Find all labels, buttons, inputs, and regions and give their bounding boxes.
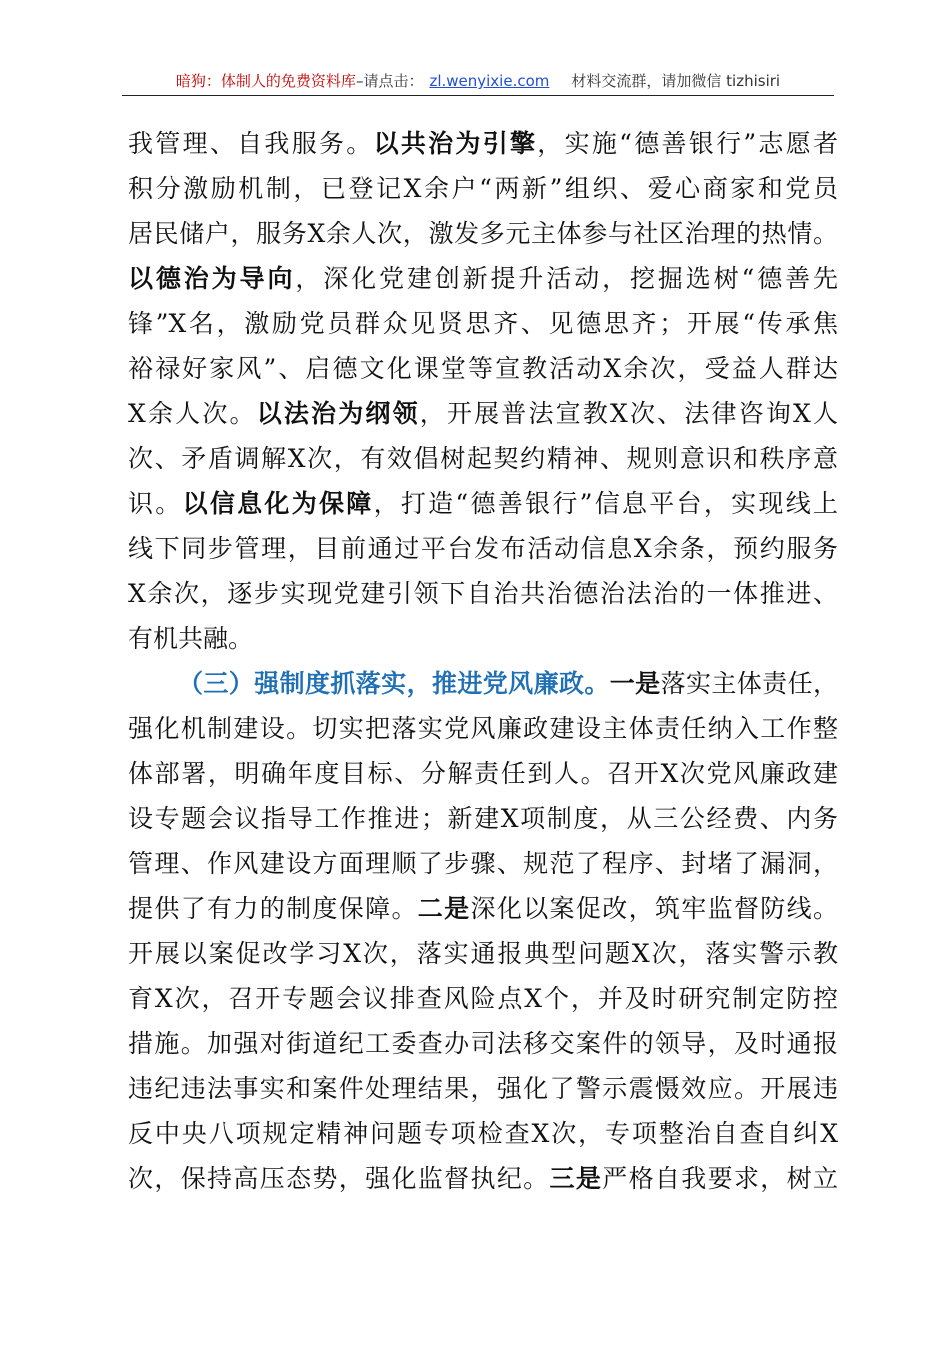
- body-line: [128, 841, 838, 886]
- body-text: 深化以案促改，筑牢监督防线。: [470, 894, 838, 923]
- body-line: [128, 616, 838, 661]
- body-line: [128, 796, 838, 841]
- body-text: 有机共融。: [128, 624, 254, 653]
- page-header: [122, 70, 834, 94]
- body-text: 积分激励机制，已登记X余户“两新”组织、爱心商家和党员: [128, 174, 838, 203]
- body-line: [128, 1021, 838, 1066]
- body-line: [128, 166, 838, 211]
- section-heading: （三）强制度抓落实，推进党风廉政。: [178, 669, 610, 698]
- body-text: 开展以案促改学习X次，落实通报典型问题X次，落实警示教: [128, 939, 838, 968]
- body-text: 我管理、自我服务。: [128, 129, 374, 158]
- bold-phrase: 二是: [417, 894, 471, 923]
- bold-phrase: 以法治为纲领: [256, 399, 420, 428]
- body-line: [128, 751, 838, 796]
- body-text: 措施。加强对街道纪工委查办司法移交案件的领导，及时通报: [128, 1029, 838, 1058]
- bold-phrase: 一是: [609, 669, 661, 698]
- body-text: ，打造“德善银行”信息平台，实现线上: [373, 489, 838, 518]
- body-line: [128, 346, 838, 391]
- body-text: ，深化党建创新提升活动，挖掘选树“德善先: [295, 264, 838, 293]
- body-line: [128, 1156, 838, 1201]
- body-text: 居民储户，服务X余人次，激发多元主体参与社区治理的热情。: [128, 219, 838, 248]
- body-line: [128, 571, 838, 616]
- bold-phrase: 以共治为引擎: [373, 129, 538, 158]
- body-text: 强化机制建设。切实把落实党风廉政建设主体责任纳入工作整: [128, 714, 838, 743]
- body-text: 违纪违法事实和案件处理结果，强化了警示震慑效应。开展违: [128, 1074, 838, 1103]
- body-line: [128, 256, 838, 301]
- header-divider: [122, 95, 834, 96]
- bold-phrase: 以信息化为保障: [182, 489, 374, 518]
- header-site-name: 暗狗：体制人的免费资料库: [175, 72, 356, 90]
- body-text: 提供了有力的制度保障。: [128, 894, 418, 923]
- body-text: X余次，逐步实现党建引领下自治共治德治法治的一体推进、: [128, 579, 838, 608]
- body-line: [128, 1111, 838, 1156]
- body-text: 反中央八项规定精神问题专项检查X次，专项整治自查自纠X: [128, 1119, 838, 1148]
- body-text: 线下同步管理，目前通过平台发布活动信息X余条，预约服务: [128, 534, 838, 563]
- bold-phrase: 以德治为导向: [128, 264, 296, 293]
- body-line: [128, 301, 838, 346]
- header-wechat-note: 材料交流群，请加微信 tizhisiri: [571, 72, 781, 90]
- body-text: ，开展普法宣教X次、法律咨询X人: [419, 399, 838, 428]
- body-line: [128, 121, 838, 166]
- body-text: 设专题会议指导工作推进；新建X项制度，从三公经费、内务: [128, 804, 838, 833]
- body-text: 次、矛盾调解X次，有效倡树起契约精神、规则意识和秩序意: [128, 444, 838, 473]
- body-line: [128, 886, 838, 931]
- document-body: [128, 121, 838, 1201]
- header-click-prompt: –请点击：: [355, 72, 424, 90]
- body-line: [128, 706, 838, 751]
- body-text: 锋”X名，激励党员群众见贤思齐、见德思齐；开展“传承焦: [128, 309, 838, 338]
- body-line: [128, 1066, 838, 1111]
- bold-phrase: 三是: [549, 1164, 603, 1193]
- body-line: [128, 661, 838, 706]
- body-text: 次，保持高压态势，强化监督执纪。: [128, 1164, 550, 1193]
- body-line: [128, 526, 838, 571]
- body-line: [128, 436, 838, 481]
- body-text: 严格自我要求，树立: [602, 1164, 838, 1193]
- body-text: 识。: [128, 489, 183, 518]
- body-line: [128, 211, 838, 256]
- body-text: 体部署，明确年度目标、分解责任到人。召开X次党风廉政建: [128, 759, 838, 788]
- body-text: ，实施“德善银行”志愿者: [537, 129, 838, 158]
- body-text: 管理、作风建设方面理顺了步骤、规范了程序、封堵了漏洞，: [128, 849, 838, 878]
- body-text: 育X次，召开专题会议排查风险点X个，并及时研究制定防控: [128, 984, 838, 1013]
- header-link[interactable]: zl.wenyixie.com: [429, 72, 550, 90]
- body-text: X余人次。: [128, 399, 257, 428]
- body-line: [128, 481, 838, 526]
- body-line: [128, 391, 838, 436]
- body-text: 裕禄好家风”、启德文化课堂等宣教活动X余次，受益人群达: [128, 354, 838, 383]
- body-line: [128, 976, 838, 1021]
- body-line: [128, 931, 838, 976]
- body-text: 落实主体责任，: [660, 669, 838, 698]
